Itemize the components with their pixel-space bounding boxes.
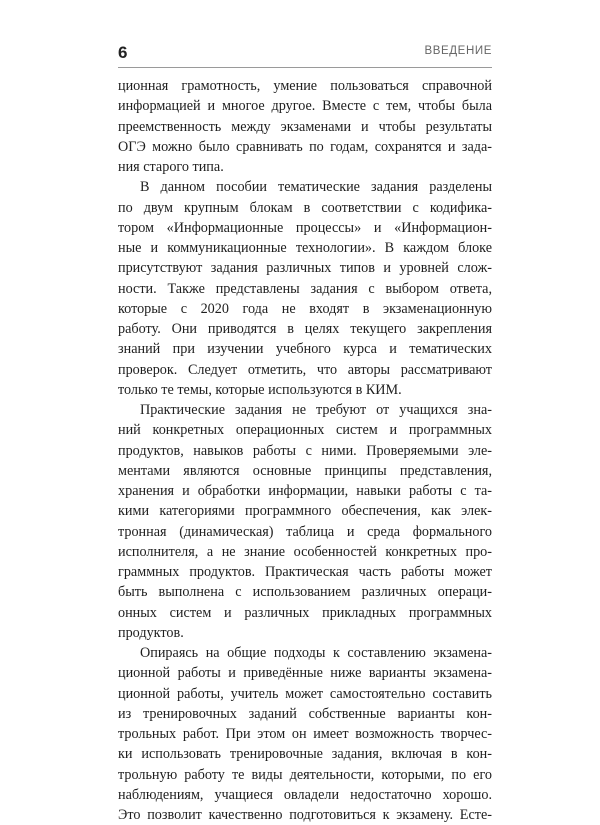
text-line: наблюдениям, учащиеся овладели недостаточно хорошо.	[118, 786, 492, 803]
text-line: присутствуют задания различных типов и уровней слож-	[118, 260, 492, 277]
text-line: граммных продуктов. Практическая часть работы может	[118, 564, 492, 580]
text-line: тором «Информационные процессы» и «Информацион-	[118, 219, 492, 236]
text-line: информацией и многое другое. Вместе с тем, чтобы была	[118, 98, 492, 115]
body-text	[118, 76, 492, 825]
text-line: продуктов.	[118, 624, 184, 641]
text-line: исполнителя, а не знание особенностей конкретных про-	[118, 543, 492, 560]
page-number: 6	[118, 43, 128, 62]
text-line: быть выполнена с использованием различных операци-	[118, 584, 492, 601]
text-line: ные и коммуникационные технологии». В каждом блоке	[118, 240, 492, 256]
text-line: ности. Также представлены задания с выбором ответа,	[118, 280, 492, 297]
text-line: Это позволит качественно подготовиться к экзамену. Есте-	[118, 807, 492, 823]
text-line: ционной работы, учитель может самостоятельно составить	[118, 685, 492, 702]
text-line: ментами являются основные принципы представления,	[118, 462, 492, 479]
text-line: преемственность между экзаменами и чтобы результаты	[118, 118, 492, 135]
text-line: по двум крупным блокам в соответствии с кодифика-	[118, 199, 492, 216]
paragraph-1	[118, 76, 492, 177]
running-head: ВВЕДЕНИЕ	[424, 45, 492, 57]
text-line: трольную работу те виды деятельности, которыми, по его	[118, 766, 492, 783]
text-line: работу. Они приводятся в целях текущего закрепления	[118, 321, 492, 337]
text-line: ционная грамотность, умение пользоваться справочной	[118, 78, 492, 94]
text-line: онных систем и различных прикладных программных	[118, 604, 492, 621]
paragraph-4	[118, 643, 492, 825]
text-line: которые с 2020 года не входят в экзаменационную	[118, 300, 492, 317]
text-line: ОГЭ можно было сравнивать по годам, сохранятся и зада-	[118, 138, 492, 155]
text-line: ний конкретных операционных систем и программных	[118, 422, 492, 439]
text-line: из тренировочных заданий собственные варианты кон-	[118, 705, 492, 722]
page-header	[118, 41, 492, 67]
text-line: Практические задания не требуют от учащихся зна-	[140, 402, 492, 418]
text-line: кими категориями программного обеспечения, как элек-	[118, 503, 492, 520]
paragraph-3	[118, 400, 492, 643]
text-line: Опираясь на общие подходы к составлению экзамена-	[140, 645, 492, 661]
text-line: тронная (динамическая) таблица и среда формального	[118, 523, 492, 540]
text-line: ния старого типа.	[118, 159, 224, 175]
text-line: хранения и обработки информации, навыки работы с та-	[118, 483, 492, 499]
text-line: ки использовать тренировочные задания, включая в кон-	[118, 746, 492, 763]
text-line: только те темы, которые используются в КИМ.	[118, 381, 402, 398]
text-line: проверок. Следует отметить, что авторы рассматривают	[118, 361, 492, 378]
text-line: знаний при изучении учебного курса и тематических	[118, 341, 492, 358]
text-line: В данном пособии тематические задания разделены	[140, 179, 492, 196]
text-line: продуктов, навыков работы с ними. Проверяемыми эле-	[118, 442, 492, 459]
text-line: ционной работы и приведённые ниже варианты экзамена-	[118, 665, 492, 682]
header-rule	[118, 67, 492, 68]
text-line: трольных работ. При этом он имеет возможность творчес-	[118, 726, 492, 742]
paragraph-2	[118, 177, 492, 400]
